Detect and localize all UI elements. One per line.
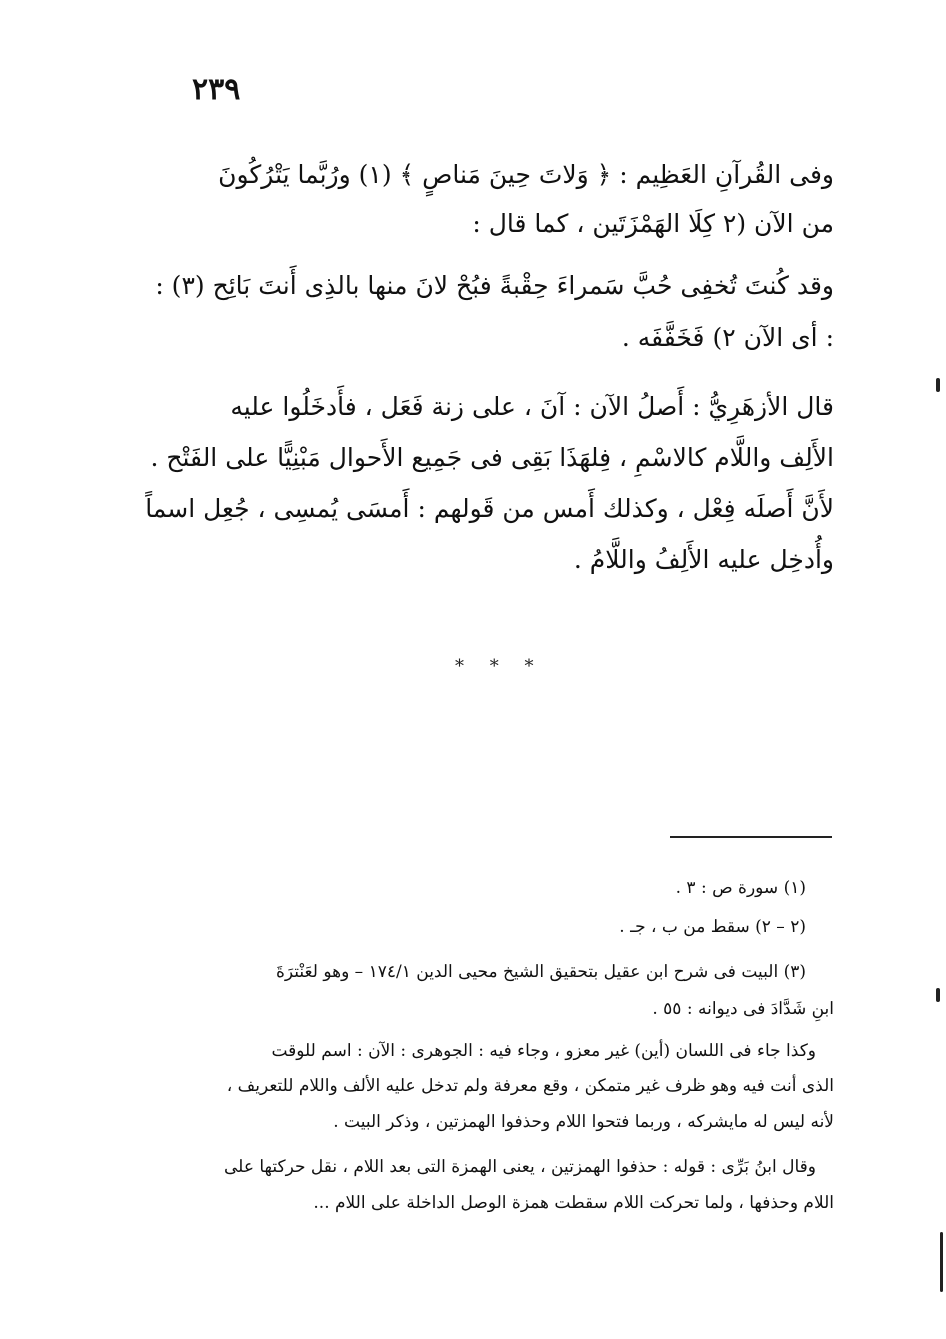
text-line: : أى الآن ٢) فَخَفَّفَه . [621,323,834,352]
text-line: من الآن (٢ كِلَا الهَمْزَتَين ، كما قال : [472,209,834,238]
scan-edge-mark [940,1232,943,1292]
section-ornament: * * * [455,656,544,677]
text-line: لأَنَّ أَصلَه فِعْل ، وكذلك أَمس من قَولهم : أَمسَى يُمسِى ، جُعِل اسماً [145,494,834,523]
text-line: وفى القُرآنِ العَظِيم : ﴿ وَلاتَ حِينَ مَناصٍ ﴾ (١) ورُبَّما يَتْرُكُونَ [218,160,834,189]
footnote-line: وقال ابنُ بَرِّى : قوله : حذفوا الهمزتين ، يعنى الهمزة التى بعد اللام ، نقل حركتها على [224,1157,816,1177]
text-line: الأَلِف واللَّام كالاسْمِ ، فِلهَذَا بَقِى فى جَمِيع الأَحوال مَبْنِيًّا على الفَتْح . [150,443,834,472]
text-line: قال الأزهَرِيُّ : أَصلُ الآن : آنَ ، على زنة فَعَل ، فأَدخَلُوا عليه [230,392,834,421]
verse-line: وقد كُنتَ تُخفِى حُبَّ سَمراءَ حِقْبةً فبُحْ لانَ منها بالذِى أَنتَ بَائِح (٣) : [155,271,834,300]
footnote-divider [670,836,832,838]
scan-edge-mark [936,988,940,1002]
footnote-line: (١) سورة ص : ٣ . [675,878,806,898]
footnote-line: (٣) البيت فى شرح ابن عقيل بتحقيق الشيخ محيى الدين ١٧٤/١ – وهو لعَنْترَةَ [275,962,806,982]
page-number: ٢٣٩ [192,72,241,107]
footnote-line: ابنِ شَدَّادَ فى ديوانه : ٥٥ . [652,999,834,1019]
footnote-line: وكذا جاء فى اللسان (أين) غير معزو ، وجاء فيه : الجوهرى : الآن : اسم للوقت [271,1041,816,1061]
text-line: وأُدخِل عليه الأَلِفُ واللَّامُ . [573,545,834,574]
footnote-line: الذى أنت فيه وهو ظرف غير متمكن ، وقع معرفة ولم تدخل عليه الألف واللام للتعريف ، [226,1076,834,1096]
scan-edge-mark [936,378,940,392]
footnote-line: (٢ – ٢) سقط من ب ، جـ . [619,917,806,937]
footnote-line: لأنه ليس له مايشركه ، وربما فتحوا اللام وحذفوا الهمزتين ، وذكر البيت . [333,1112,834,1132]
footnote-line: اللام وحذفها ، ولما تحركت اللام سقطت همزة الوصل الداخلة على اللام ... [313,1193,834,1213]
